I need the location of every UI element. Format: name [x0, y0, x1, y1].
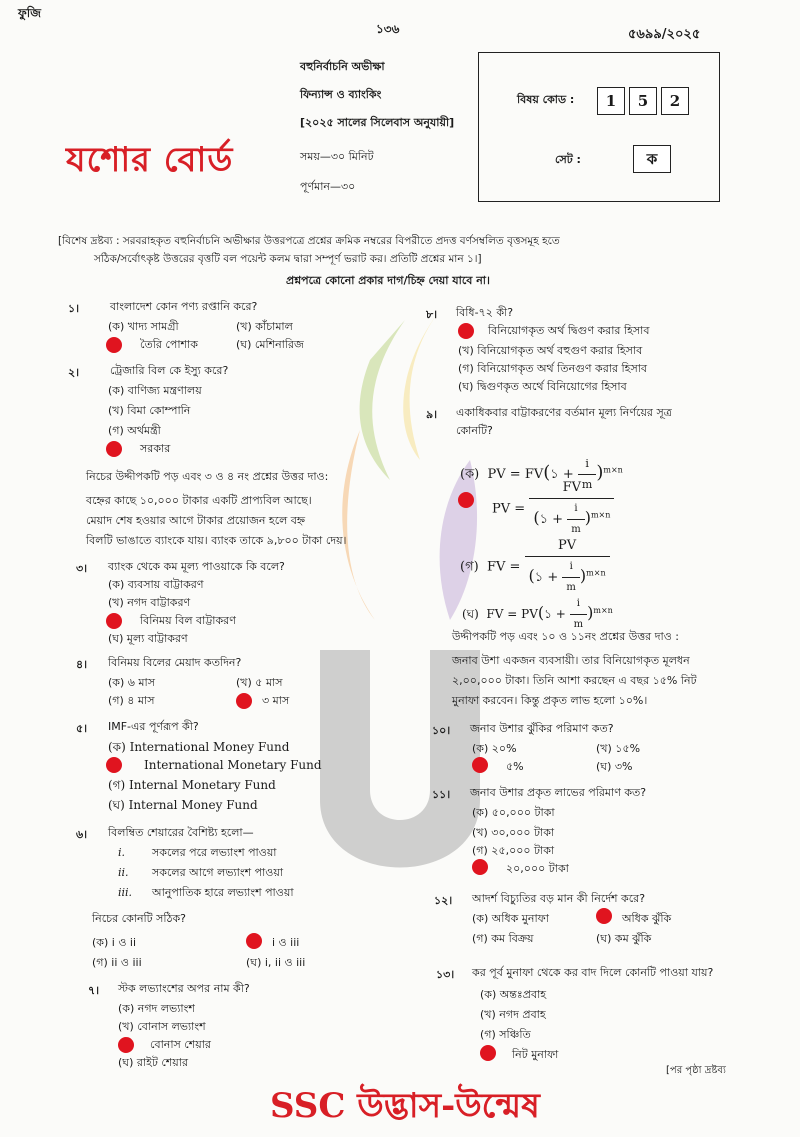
next-page-note: [পর পৃষ্ঠা দ্রষ্টব্য [666, 1065, 726, 1076]
q13-answer-dot [480, 1045, 496, 1061]
q9-b-pv: PV [492, 501, 511, 517]
q9-answer-dot [458, 492, 474, 508]
q9-d-eq: = [507, 607, 518, 621]
q6-answer-dot [246, 933, 262, 949]
footer-brand: SSC উদ্ভাস-উন্মেষ [270, 1086, 540, 1126]
q4-option-a: (ক) ৬ মাস [108, 676, 155, 689]
q5-option-b: International Monetary Fund [144, 758, 322, 772]
q10-text: জনাব উশার ঝুঁকির পরিমাণ কত? [470, 722, 614, 735]
code-box [478, 52, 720, 202]
q11-option-a: (ক) ৫০,০০০ টাকা [472, 806, 555, 819]
q3-answer-dot [106, 613, 122, 629]
q11-option-d: ২০,০০০ টাকা [506, 862, 569, 875]
q10-number: ১০। [432, 724, 451, 737]
subject-code-digit-2: 5 [629, 87, 657, 115]
q9-option-a-label: (ক) [460, 467, 480, 482]
q9-text-1: একাধিকবার বাট্টাকরণের বর্তমান মূল্য নির্ণয়ের সূত্র [456, 406, 672, 419]
set-value: ক [633, 145, 671, 173]
watermark-flame-green [360, 320, 405, 480]
q9-a-pv: PV [487, 467, 506, 482]
syllabus-note: [২০২৫ সালের সিলেবাস অনুযায়ী] [300, 116, 455, 129]
stem1-intro: নিচের উদ্দীপকটি পড় এবং ৩ ও ৪ নং প্রশ্নের উত্তর দাও: [86, 470, 329, 483]
exam-time: সময়—৩০ মিনিট [300, 150, 374, 163]
q9-option-d-label: (ঘ) [462, 607, 479, 621]
q2-option-b: (খ) বিমা কোম্পানি [108, 404, 191, 417]
q1-option-c: তৈরি পোশাক [140, 338, 198, 351]
q10-option-c: ৫% [506, 760, 524, 773]
notice-line-2: সঠিক/সর্বোৎকৃষ্ট উত্তরের বৃত্তটি বল পয়েন্ট কলম দ্বারা সম্পূর্ণ ভরাট কর। প্রতিটি প্রশ্নের মান ১।] [94, 253, 482, 265]
q9-option-d: (ঘ) FV = PV(১ + $\frac{i}{m}$ )$^{m\times n}$ [462, 594, 613, 635]
q7-text: স্টক লভ্যাংশের অপর নাম কী? [118, 982, 250, 995]
q12-option-b: অধিক ঝুঁকি [622, 912, 672, 925]
q12-number: ১২। [434, 894, 453, 907]
board-name: যশোর বোর্ড [66, 140, 234, 180]
q7-option-c: বোনাস শেয়ার [150, 1038, 211, 1051]
q7-option-b: (খ) বোনাস লভ্যাংশ [118, 1020, 206, 1033]
q10-option-d: (ঘ) ৩% [596, 760, 633, 773]
q7-option-d: (ঘ) রাইট শেয়ার [118, 1056, 189, 1069]
q4-option-b: (খ) ৫ মাস [236, 676, 283, 689]
q11-number: ১১। [432, 788, 451, 801]
q9-option-a: (ক) PV = FV(১ + $\frac{i}{m}$ )$^{m\times n}$ [460, 454, 623, 495]
q8-option-c: (গ) বিনিয়োগকৃত অর্থ তিনগুণ করার হিসাব [458, 362, 648, 375]
q13-option-b: (খ) নগদ প্রবাহ [480, 1008, 546, 1021]
subject-code-digit-3: 2 [661, 87, 689, 115]
q3-option-b: (খ) নগদ বাট্টাকরণ [108, 596, 191, 609]
q1-option-d: (ঘ) মেশিনারিজ [236, 338, 304, 351]
q12-answer-dot [596, 908, 612, 924]
q3-option-a: (ক) ব্যবসায় বাট্টাকরণ [108, 578, 204, 591]
q9-option-b: PV = FV (১ + $\frac{i}{m}$ )$^{m\times n}$ [492, 478, 614, 540]
stem2-intro: উদ্দীপকটি পড় এবং ১০ ও ১১নং প্রশ্নের উত্তর দাও : [452, 630, 679, 643]
q4-option-d: ৩ মাস [262, 694, 290, 707]
q9-c-exp: m×n [586, 568, 606, 578]
q11-answer-dot [472, 859, 488, 875]
q9-d-i: i [570, 594, 587, 615]
q6-number: ৬। [76, 828, 88, 841]
q9-a-plus: + [562, 467, 574, 482]
stem1-line-1: বহ্নের কাছে ১০,০০০ টাকার একটি প্রাপ্যবিল আছে। [86, 494, 312, 507]
q13-option-d: নিট মুনাফা [512, 1048, 559, 1061]
q11-option-b: (খ) ৩০,০০০ টাকা [472, 826, 555, 839]
q9-d-pv: PV [521, 607, 538, 621]
q9-d-m: m [573, 619, 584, 630]
q2-number: ২। [68, 366, 80, 379]
q4-text: বিনিময় বিলের মেয়াদ কতদিন? [108, 656, 242, 669]
q9-a-m: m [581, 478, 593, 491]
q1-number: ১। [68, 302, 80, 315]
q12-option-a: (ক) অধিক মুনাফা [472, 912, 549, 925]
q6-item-iii-label: iii. [118, 886, 133, 899]
q1-option-b: (খ) কাঁচামাল [236, 320, 293, 333]
q9-option-c: (গ) FV = PV (১ + $\frac{i}{m}$ )$^{m\times n}$ [460, 536, 610, 598]
q9-c-eq: = [509, 559, 521, 575]
q10-answer-dot [472, 757, 488, 773]
stem2-line-3: মুনাফা করবেন। কিন্তু প্রকৃত লাভ হলো ১০%। [452, 694, 648, 707]
q5-option-c: (গ) Internal Monetary Fund [108, 778, 276, 792]
q8-option-d: (ঘ) দ্বিগুণকৃত অর্থে বিনিয়োগের হিসাব [458, 380, 627, 393]
subject-name: ফিন্যান্স ও ব্যাংকিং [300, 88, 382, 101]
q9-d-plus: + [555, 607, 566, 621]
q2-text: ট্রেজারি বিল কে ইস্যু করে? [110, 364, 229, 377]
q9-b-plus: + [552, 512, 564, 527]
q9-b-m: m [571, 524, 581, 535]
q9-b-fv: FV [529, 478, 614, 499]
q9-number: ৯। [426, 408, 438, 421]
q7-number: ৭। [88, 984, 100, 997]
q10-option-b: (খ) ১৫% [596, 742, 641, 755]
exam-type: বহুনির্বাচনি অভীক্ষা [300, 60, 385, 73]
q6-item-i-label: i. [118, 846, 126, 859]
q9-c-one: ১ [534, 570, 544, 585]
subject-code-digit-1: 1 [597, 87, 625, 115]
q13-number: ১৩। [436, 968, 455, 981]
top-left-code: ফুজি [18, 6, 41, 20]
q9-option-c-label: (গ) [460, 559, 479, 575]
q4-answer-dot [236, 693, 252, 709]
q3-number: ৩। [76, 562, 88, 575]
q9-a-one: ১ [550, 467, 559, 482]
q9-c-i: i [562, 557, 579, 578]
q9-c-m: m [566, 582, 576, 593]
q5-answer-dot [106, 757, 122, 773]
q9-c-plus: + [547, 570, 559, 585]
set-label: সেট : [555, 153, 581, 166]
q6-item-ii-label: ii. [118, 866, 129, 879]
q9-c-fv: FV [486, 559, 506, 575]
q6-option-b: i ও iii [272, 936, 300, 949]
stem1-line-3: বিলটি ভাঙাতে ব্যাংকে যায়। ব্যাংক তাকে ৯,৮০০ টাকা দেয়। [86, 534, 347, 547]
q8-answer-dot [458, 323, 474, 339]
q2-option-a: (ক) বাণিজ্য মন্ত্রণালয় [108, 384, 202, 397]
stem2-line-2: ২,০০,০০০ টাকা। তিনি আশা করছেন এ বছর ১৫% নিট [452, 674, 697, 687]
q9-d-one: ১ [544, 607, 552, 621]
stem1-line-2: মেয়াদ শেষ হওয়ার আগে টাকার প্রয়োজন হলে বহ্ন [86, 514, 306, 527]
q9-d-fv: FV [486, 607, 504, 621]
q4-number: ৪। [76, 658, 88, 671]
q6-prompt: নিচের কোনটি সঠিক? [92, 912, 186, 925]
full-marks: পূর্ণমান—৩০ [300, 180, 356, 193]
q7-option-a: (ক) নগদ লভ্যাংশ [118, 1002, 195, 1015]
q9-d-exp: m×n [593, 606, 613, 615]
q4-option-c: (গ) ৪ মাস [108, 694, 155, 707]
serial-number: ৫৬৯৯/২০২৫ [628, 27, 701, 42]
q13-option-a: (ক) অন্তঃপ্রবাহ [480, 988, 547, 1001]
notice-line-1: [বিশেষ দ্রষ্টব্য : সরবরাহকৃত বহুনির্বাচনি অভীক্ষার উত্তরপত্রে প্রশ্নের ক্রমিক নম্বরের বিপরীতে প্রদত্ত বর্ণসম্বলিত বৃত্তসমূহ হতে [58, 235, 560, 247]
q8-option-b: (খ) বিনিয়োগকৃত অর্থ বহুগুণ করার হিসাব [458, 344, 643, 357]
q6-text: বিলম্বিত শেয়ারের বৈশিষ্ট্য হলো— [108, 826, 254, 839]
q6-option-a: (ক) i ও ii [92, 936, 137, 949]
q9-a-exp: m×n [603, 465, 623, 475]
q5-option-d: (ঘ) Internal Money Fund [108, 798, 258, 812]
q12-option-d: (ঘ) কম ঝুঁকি [596, 932, 652, 945]
q11-option-c: (গ) ২৫,০০০ টাকা [472, 844, 555, 857]
q9-c-pv: PV [525, 536, 610, 557]
q9-b-one: ১ [539, 512, 549, 527]
q9-a-fv: FV [524, 467, 544, 482]
q9-b-i: i [567, 499, 584, 520]
no-mark-warning: প্রশ্নপত্রে কোনো প্রকার দাগ/চিহ্ন দেয়া যাবে না। [286, 274, 490, 287]
q3-text: ব্যাংক থেকে কম মূল্য পাওয়াকে কি বলে? [108, 560, 285, 573]
q1-option-a: (ক) খাদ্য সামগ্রী [108, 320, 179, 333]
page-number: ১৩৬ [376, 22, 400, 36]
q5-number: ৫। [76, 722, 88, 735]
q8-option-a: বিনিয়োগকৃত অর্থ দ্বিগুণ করার হিসাব [488, 324, 650, 337]
q9-b-exp: m×n [590, 510, 611, 520]
q10-option-a: (ক) ২০% [472, 742, 517, 755]
q3-option-d: (ঘ) মূল্য বাট্টাকরণ [108, 632, 188, 645]
subject-code-label: বিষয় কোড : [517, 93, 575, 106]
watermark-flame-yellow [403, 310, 440, 460]
stem2-line-1: জনাব উশা একজন ব্যবসায়ী। তার বিনিয়োগকৃত মূলধন [452, 654, 690, 667]
q2-option-d: সরকার [140, 442, 171, 455]
q11-text: জনাব উশার প্রকৃত লাভের পরিমাণ কত? [470, 786, 647, 799]
q2-answer-dot [106, 441, 122, 457]
q9-a-i: i [578, 454, 596, 475]
q3-option-c: বিনিময় বিল বাট্টাকরণ [140, 614, 236, 627]
q12-option-c: (গ) কম বিক্রয় [472, 932, 534, 945]
q9-text-2: কোনটি? [456, 424, 493, 437]
q8-number: ৮। [426, 308, 438, 321]
q6-item-iii: আনুপাতিক হারে লভ্যাংশ পাওয়া [152, 886, 294, 899]
q1-text: বাংলাদেশ কোন পণ্য রপ্তানি করে? [110, 300, 258, 313]
q9-b-eq: = [514, 501, 526, 517]
q13-option-c: (গ) সঞ্চিতি [480, 1028, 531, 1041]
q5-text: IMF-এর পূর্ণরূপ কী? [108, 720, 199, 733]
q7-answer-dot [118, 1037, 134, 1053]
q6-item-i: সকলের পরে লভ্যাংশ পাওয়া [152, 846, 277, 859]
q5-option-a: (ক) International Money Fund [108, 740, 290, 754]
q12-text: আদর্শ বিচ্যুতির বড় মান কী নির্দেশ করে? [472, 892, 646, 905]
q8-text: বিধি-৭২ কী? [456, 306, 514, 319]
watermark-flame-orange [342, 430, 375, 620]
q13-text: কর পূর্ব মুনাফা থেকে কর বাদ দিলে কোনটি পাওয়া যায়? [472, 966, 714, 979]
q1-answer-dot [106, 337, 122, 353]
q6-option-d: (ঘ) i, ii ও iii [246, 956, 306, 969]
q6-item-ii: সকলের আগে লভ্যাংশ পাওয়া [152, 866, 284, 879]
q6-option-c: (গ) ii ও iii [92, 956, 142, 969]
q9-a-eq: = [509, 467, 521, 482]
q2-option-c: (গ) অর্থমন্ত্রী [108, 424, 161, 437]
